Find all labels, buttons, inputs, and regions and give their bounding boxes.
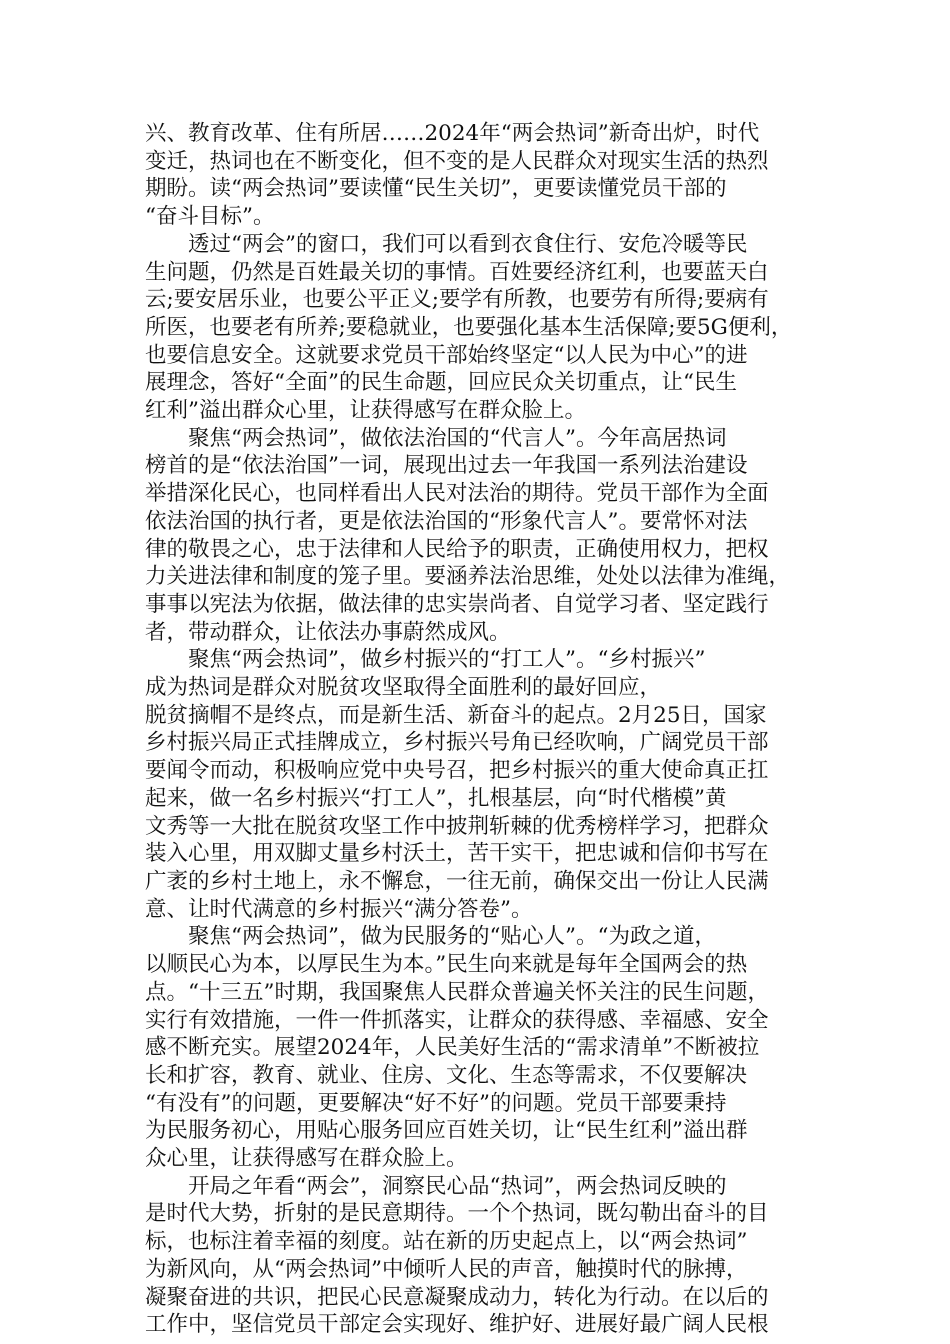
text-line: 标，也标注着幸福的刻度。站在新的历史起点上，以“两会热词”	[145, 1229, 748, 1255]
text-line: 意、让时代满意的乡村振兴“满分答卷”。	[145, 896, 533, 922]
paragraph-poverty	[145, 702, 809, 924]
paragraph-rule-of-law	[145, 425, 809, 647]
text-line: 兴、教育改革、住有所居……2024年“两会热词”新奇出炉，时代	[145, 121, 760, 146]
text-line: 举措深化民心，也同样看出人民对法治的期待。党员干部作为全面	[145, 481, 769, 507]
text-line: 点。“十三五”时期，我国聚焦人民群众普遍关怀关注的民生问题，	[145, 979, 769, 1005]
paragraph-intro	[145, 120, 809, 231]
text-line: 为新风向，从“两会热词”中倾听人民的声音，触摸时代的脉搏，	[145, 1256, 748, 1282]
text-line: 成为热词是群众对脱贫攻坚取得全面胜利的最好回应，	[145, 675, 662, 701]
text-line: 起来，做一名乡村振兴“打工人”，扎根基层，向“时代楷模”黄	[145, 785, 727, 811]
text-line: 工作中，坚信党员干部定会实现好、维护好、进展好最广阔人民根	[145, 1312, 769, 1338]
text-line: 事事以宪法为依据，做法律的忠实崇尚者、自觉学习者、坚定践行	[145, 591, 769, 617]
text-line: 乡村振兴局正式挂牌成立，乡村振兴号角已经吹响，广阔党员干部	[145, 730, 769, 756]
text-line: 以顺民心为本，以厚民生为本。”民生向来就是每年全国两会的热	[145, 952, 748, 978]
text-line: 是时代大势，折射的是民意期待。一个个热词，既勾勒出奋斗的目	[145, 1201, 769, 1227]
text-line: 力关进法律和制度的笼子里。要涵养法治思维，处处以法律为准绳，	[145, 564, 791, 590]
text-line: 长和扩容，教育、就业、住房、文化、生态等需求，不仅要解决	[145, 1062, 748, 1088]
text-line: 律的敬畏之心，忠于法律和人民给予的职责，正确使用权力，把权	[145, 536, 769, 562]
paragraph-window	[145, 231, 809, 425]
text-line: 开局之年看“两会”，洞察民心品“热词”，两会热词反映的	[188, 1173, 727, 1199]
text-line: 聚焦“两会热词”，做为民服务的“贴心人”。“为政之道，	[188, 924, 716, 950]
text-line: 云;要安居乐业，也要公平正义;要学有所教，也要劳有所得;要病有	[145, 287, 769, 313]
paragraph-service	[145, 923, 809, 1172]
text-line: 装入心里，用双脚丈量乡村沃土，苦干实干，把忠诚和信仰书写在	[145, 841, 769, 867]
text-line: 聚焦“两会热词”，做乡村振兴的“打工人”。“乡村振兴”	[188, 647, 706, 673]
paragraph-rural-revival	[145, 646, 809, 701]
text-line: 榜首的是“依法治国”一词，展现出过去一年我国一系列法治建设	[145, 453, 748, 479]
text-line: 期盼。读“两会热词”要读懂“民生关切”，更要读懂党员干部的	[145, 176, 727, 202]
text-line: 透过“两会”的窗口，我们可以看到衣食住行、安危冷暖等民	[188, 231, 748, 257]
text-line: “有没有”的问题，更要解决“好不好”的问题。党员干部要秉持	[145, 1090, 727, 1116]
text-line: 实行有效措施，一件一件抓落实，让群众的获得感、幸福感、安全	[145, 1007, 769, 1033]
text-line: 广袤的乡村土地上，永不懈怠，一往无前，确保交出一份让人民满	[145, 868, 769, 894]
text-line: “奋斗目标”。	[145, 204, 275, 230]
text-line: 聚焦“两会热词”，做依法治国的“代言人”。今年高居热词	[188, 425, 727, 451]
text-line: 所医，也要老有所养;要稳就业，也要强化基本生活保障;要5G便利，	[145, 314, 793, 340]
text-line: 者，带动群众，让依法办事蔚然成风。	[145, 619, 511, 645]
text-line: 感不断充实。展望2024年，人民美好生活的“需求清单”不断被拉	[145, 1035, 760, 1061]
paragraph-conclusion	[145, 1173, 809, 1339]
text-line: 也要信息安全。这就要求党员干部始终坚定“以人民为中心”的进	[145, 342, 748, 368]
text-line: 生问题，仍然是百姓最关切的事情。百姓要经济红利，也要蓝天白	[145, 259, 769, 285]
document-body	[145, 120, 809, 1339]
text-line: 脱贫摘帽不是终点，而是新生活、新奋斗的起点。2月25日，国家	[145, 702, 767, 728]
text-line: 要闻令而动，积极响应党中央号召，把乡村振兴的重大使命真正扛	[145, 758, 769, 784]
text-line: 展理念，答好“全面”的民生命题，回应民众关切重点，让“民生	[145, 370, 737, 396]
text-line: 红利”溢出群众心里，让获得感写在群众脸上。	[145, 398, 586, 424]
text-line: 文秀等一大批在脱贫攻坚工作中披荆斩棘的优秀榜样学习，把群众	[145, 813, 769, 839]
text-line: 众心里，让获得感写在群众脸上。	[145, 1146, 468, 1172]
text-line: 为民服务初心，用贴心服务回应百姓关切，让“民生红利”溢出群	[145, 1118, 748, 1144]
text-line: 凝聚奋进的共识，把民心民意凝聚成动力，转化为行动。在以后的	[145, 1284, 769, 1310]
text-line: 依法治国的执行者，更是依法治国的“形象代言人”。要常怀对法	[145, 508, 748, 534]
text-line: 变迁，热词也在不断变化，但不变的是人民群众对现实生活的热烈	[145, 148, 769, 174]
